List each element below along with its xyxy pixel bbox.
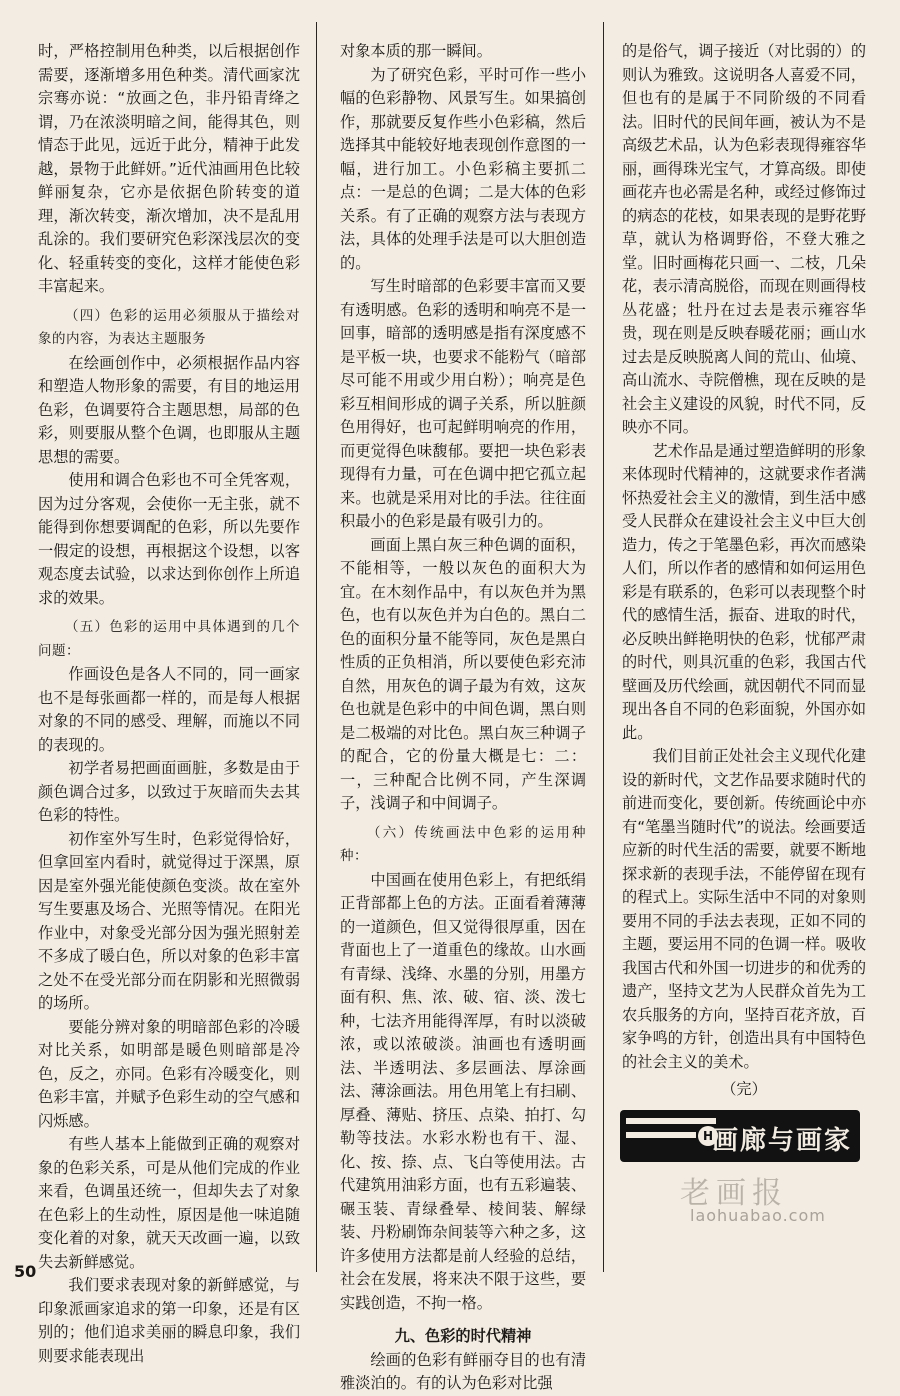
paragraph: 我们要求表现对象的新鲜感觉，与印象派画家追求的第一印象，还是有区别的；他们追求美丽的瞬息印象，我们则要求能表现出 bbox=[38, 1276, 300, 1365]
paragraph: 在绘画创作中，必须根据作品内容和塑造人物形象的需要，有目的地运用色彩，色调要符合主题思想，局部的色彩，则要服从整个色调，也即服从主题思想的需要。 bbox=[38, 353, 300, 466]
continued-paragraph: 的是俗气，调子接近（对比弱的）的则认为雅致。这说明各人喜爱不同，但也有的是属于不同阶级的不同看法。旧时代的民间年画，被认为不是高级艺术品，认为色彩表现得雍容华丽，画得珠光宝气，才算高级。即使画花卉也必需是名种，或经过修饰过的病态的花枝，如果表现的是野花野草，就认为格调野俗，不登大雅之堂。旧时画梅花只画一、二枝，几朵花，表示清高脱俗，而现在则画得枝丛花盛；牡丹在过去是表示雍容华贵，现在则是反映春暖花丽；画山水过去是反映脱离人间的荒山、仙境、高山流水、寺院僧樵，现在反映的是社会主义建设的风貌，时代不同，反映亦不同。 bbox=[622, 42, 866, 436]
column-divider bbox=[603, 22, 604, 1272]
watermark-logo: 老画报 bbox=[680, 1176, 788, 1211]
paragraph: 要能分辨对象的明暗部色彩的冷暖对比关系，如明部是暖色则暗部是冷色，反之，亦同。色彩有冷暖变化，则色彩丰富，并赋予色彩生动的空气感和闪烁感。 bbox=[38, 1017, 300, 1130]
banner-stripe bbox=[626, 1118, 716, 1124]
paragraph: 初作室外写生时，色彩觉得恰好，但拿回室内看时，就觉得过于深黑，原因是室外强光能使颜色变淡。故在室外写生要惠及场合、光照等情况。在阳光作业中，对象受光部分因为强光照射差不多成了暖白色，所以对象的色彩丰富之处不在受光部分而在阴影和光照微弱的场所。 bbox=[38, 829, 300, 1012]
section-banner bbox=[620, 1110, 860, 1162]
banner-title: 画廊与画家 bbox=[711, 1126, 852, 1156]
watermark-url: laohuabao.com bbox=[690, 1206, 826, 1225]
paragraph: 画面上黑白灰三种色调的面积，不能相等，一般以灰色的面积大为宜。在木刻作品中，有以灰色并为黑色，也有以灰色并为白色的。黑白二色的面积分量不能等同，灰色是黑白性质的正负相消，所以要使色彩充沛自然，用灰色的调子最为有效，这灰色也就是色彩中的中间色调，黑白则是二极端的对比色。黑白灰三种调子的配合，它的份量大概是七：二：一，三种配合比例不同，产生深调子，浅调子和中间调子。 bbox=[340, 535, 586, 812]
subsection-heading: （四）色彩的运用必须服从于描绘对象的内容，为表达主题服务 bbox=[38, 307, 300, 347]
middle-column bbox=[340, 40, 586, 1392]
left-column bbox=[38, 40, 300, 1365]
paragraph: 艺术作品是通过塑造鲜明的形象来体现时代精神的，这就要求作者满怀热爱社会主义的激情，到生活中感受人民群众在建设社会主义中巨大创造力，传之于笔墨色彩，再次而感染人们，所以作者的感情和如何运用色彩是有联系的，色彩可以表现整个时代的感情生活，振奋、进取的时代，必反映出鲜艳明快的色彩，忧郁严肃的时代，则具沉重的色彩，我国古代壁画及历代绘画，就因朝代不同而显现出各自不同的色彩面貌，外国亦如此。 bbox=[622, 441, 866, 742]
section-title: 九、色彩的时代精神 bbox=[394, 1327, 532, 1345]
continued-paragraph: 对象本质的那一瞬间。 bbox=[340, 42, 492, 60]
paragraph: 使用和调合色彩也不可全凭客观，因为过分客观，会使你一无主张，就不能得到你想要调配的色彩，所以先要作一假定的设想，再根据这个设想，以客观态度去试验，以求达到你创作上所追求的效果。 bbox=[38, 471, 300, 607]
paragraph: 我们目前正处社会主义现代化建设的新时代，文艺作品要求随时代的前进而变化，要创新。传统画论中亦有“笔墨当随时代”的说法。绘画要适应新的时代生活的需要，就要不断地探求新的表现手法，不能停留在现有的程式上。实际生活中不同的对象则要用不同的手法去表现，正如不同的主题，要运用不同的色调一样。吸收我国古代和外国一切进步的和优秀的遗产，坚持文艺为人民群众首先为工农兵服务的方向，坚持百花齐放，百家争鸣的方针，创造出具有中国特色的社会主义的美术。 bbox=[622, 747, 866, 1071]
end-mark: （完） bbox=[721, 1080, 767, 1098]
subsection-heading: （五）色彩的运用中具体遇到的几个问题： bbox=[38, 619, 300, 659]
column-divider bbox=[316, 22, 317, 1272]
page-number: 50 bbox=[14, 1262, 37, 1281]
paragraph: 为了研究色彩，平时可作一些小幅的色彩静物、风景写生。如果搞创作，那就要反复作些小色彩稿，然后选择其中能较好地表现创作意图的一幅，进行加工。小色彩稿主要抓二点：一是总的色调；二是大体的色彩关系。有了正确的观察方法与表现方法，具体的处理手法是可以大胆创造的。 bbox=[340, 65, 586, 272]
paragraph: 有些人基本上能做到正确的观察对象的色彩关系，可是从他们完成的作业来看，色调虽还统一，但却失去了对象在色彩上的生动性，原因是他一味追随变化着的对象，就天天改画一遍，以致失去新鲜感觉。 bbox=[38, 1135, 300, 1271]
paragraph: 作画设色是各人不同的，同一画家也不是每张画都一样的，而是每人根据对象的不同的感受、理解，而施以不同的表现的。 bbox=[38, 665, 300, 754]
paragraph: 中国画在使用色彩上，有把纸绢正背部都上色的方法。正面看着薄薄的一道颜色，但又觉得很厚重，因在背面也上了一道重色的缘故。山水画有青绿、浅绛、水墨的分别，用墨方面有积、焦、浓、破、宿、淡、泼七种，七法齐用能得浑厚，有时以淡破浓，或以浓破淡。油画也有透明画法、半透明法、多层画法、厚涂画法、薄涂画法。用色用笔上有扫刷、厚叠、薄贴、挤压、点染、拍打、勾勒等技法。水彩水粉也有干、湿、化、按、捺、点、飞白等使用法。古代建筑用油彩方面，也有五彩遍装、碾玉装、青绿叠晕、棱间装、解绿装、丹粉刷饰杂间装等六种之多，这许多使用方法都是前人经验的总结，社会在发展，将来决不限于这些，要实践创造，不拘一格。 bbox=[340, 870, 586, 1312]
banner-stripe bbox=[626, 1132, 696, 1138]
continued-paragraph: 时，严格控制用色种类，以后根据创作需要，逐渐增多用色种类。清代画家沈宗骞亦说：“放画之色，非丹铅青绛之谓，乃在浓淡明暗之间，能得其色，则情态于此见，远近于此分，精神于此发越，景物于此鲜妍。”近代油画用色比较鲜丽复杂，它亦是依据色阶转变的道理，渐次转变，渐次增加，决不是乱用乱涂的。我们要研究色彩深浅层次的变化、轻重转变的变化，这样才能使色彩丰富起来。 bbox=[38, 42, 300, 295]
subsection-heading: （六）传统画法中色彩的运用种种： bbox=[340, 824, 586, 864]
right-column bbox=[622, 40, 866, 1098]
paragraph: 绘画的色彩有鲜丽夺目的也有清雅淡泊的。有的认为色彩对比强 bbox=[340, 1350, 586, 1392]
paragraph: 写生时暗部的色彩要丰富而又要有透明感。色彩的透明和响亮不是一回事，暗部的透明感是指有深度感不是平板一块，也要求不能粉气（暗部尽可能不用或少用白粉）；响亮是色彩互相间形成的调子关系，所以脏颜色用得好，也可起鲜明响亮的作用，而更觉得色味馥郁。要把一块色彩表现得有力量，可在色调中把它孤立起来。也就是采用对比的手法。往往面积最小的色彩是最有吸引力的。 bbox=[340, 277, 586, 530]
paragraph: 初学者易把画面画脏，多数是由于颜色调合过多，以致过于灰暗而失去其色彩的特性。 bbox=[38, 759, 300, 824]
banner-letter-badge: H bbox=[698, 1126, 718, 1146]
